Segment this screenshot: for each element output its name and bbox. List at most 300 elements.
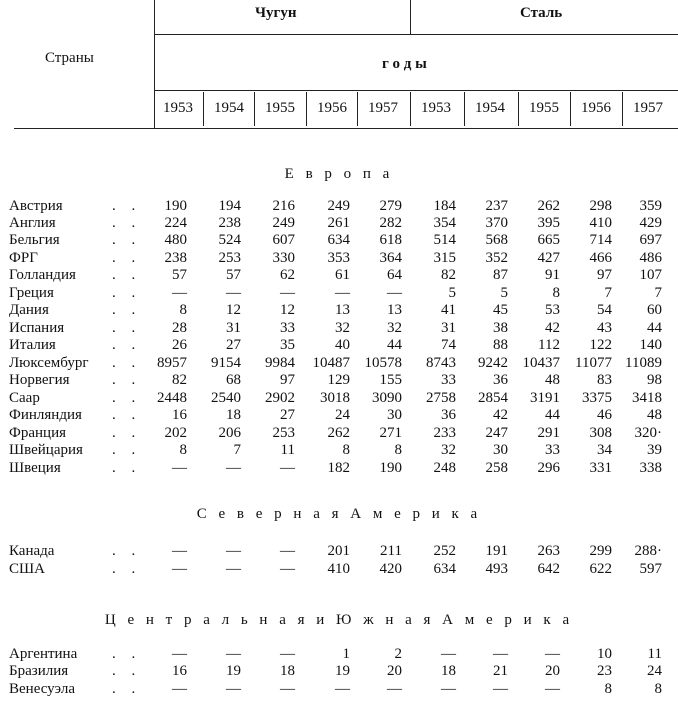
country-name: США	[9, 561, 45, 577]
value-cell: —	[280, 561, 295, 577]
value-cell: 10487	[312, 355, 350, 371]
value-cell: 7	[233, 442, 241, 458]
leader-dots: . .	[112, 663, 142, 679]
country-name: Саар	[9, 390, 40, 406]
header-steel: Сталь	[520, 5, 563, 21]
country-name: Австрия	[9, 198, 63, 214]
section-title: Ц е н т р а л ь н а я и Ю ж н а я А м е р и к а	[104, 612, 574, 628]
value-cell: 352	[485, 250, 508, 266]
value-cell: 8	[394, 442, 402, 458]
value-cell: —	[493, 681, 508, 697]
value-cell: 8	[654, 681, 662, 697]
leader-dots: . .	[112, 215, 142, 231]
value-cell: 568	[485, 232, 508, 248]
leader-dots: . .	[112, 198, 142, 214]
value-cell: 68	[226, 372, 241, 388]
table-row	[0, 681, 678, 698]
value-cell: —	[545, 681, 560, 697]
table-row	[0, 390, 678, 407]
value-cell: 237	[485, 198, 508, 214]
value-cell: 282	[379, 215, 402, 231]
value-cell: 43	[597, 320, 612, 336]
value-cell: 395	[537, 215, 560, 231]
country-name: ФРГ	[9, 250, 38, 266]
year-separator	[410, 92, 411, 126]
value-cell: —	[280, 285, 295, 301]
table-row	[0, 320, 678, 337]
value-cell: 480	[164, 232, 187, 248]
value-cell: 191	[485, 543, 508, 559]
year-header-cell: 1957	[368, 100, 398, 116]
value-cell: 5	[500, 285, 508, 301]
country-name: Швейцария	[9, 442, 83, 458]
value-cell: 21	[493, 663, 508, 679]
leader-dots: . .	[112, 337, 142, 353]
value-cell: 97	[280, 372, 295, 388]
value-cell: 48	[545, 372, 560, 388]
country-name: Норвегия	[9, 372, 70, 388]
country-name: Швеция	[9, 460, 61, 476]
value-cell: 10578	[364, 355, 402, 371]
year-header-cell: 1954	[214, 100, 244, 116]
value-cell: 238	[164, 250, 187, 266]
value-cell: 10	[597, 646, 612, 662]
value-cell: 429	[639, 215, 662, 231]
value-cell: 83	[597, 372, 612, 388]
leader-dots: . .	[112, 442, 142, 458]
value-cell: 44	[647, 320, 662, 336]
value-cell: 2540	[211, 390, 241, 406]
year-header-cell: 1956	[317, 100, 347, 116]
value-cell: 258	[485, 460, 508, 476]
table-row	[0, 646, 678, 663]
table-row	[0, 337, 678, 354]
value-cell: 28	[172, 320, 187, 336]
value-cell: 190	[164, 198, 187, 214]
value-cell: 10437	[522, 355, 560, 371]
value-cell: 211	[380, 543, 402, 559]
value-cell: —	[226, 460, 241, 476]
year-separator	[518, 92, 519, 126]
header-years: г о д ы	[382, 56, 427, 72]
value-cell: —	[226, 561, 241, 577]
value-cell: 33	[545, 442, 560, 458]
value-cell: 155	[379, 372, 402, 388]
value-cell: —	[387, 285, 402, 301]
value-cell: 44	[387, 337, 402, 353]
value-cell: 8957	[157, 355, 187, 371]
year-separator	[622, 92, 623, 126]
value-cell: 107	[639, 267, 662, 283]
value-cell: 34	[597, 442, 612, 458]
leader-dots: . .	[112, 561, 142, 577]
value-cell: —	[387, 681, 402, 697]
value-cell: 27	[226, 337, 241, 353]
value-cell: 12	[280, 302, 295, 318]
value-cell: 129	[327, 372, 350, 388]
value-cell: 32	[335, 320, 350, 336]
value-cell: 112	[538, 337, 560, 353]
value-cell: 11	[280, 442, 295, 458]
value-cell: 9984	[265, 355, 295, 371]
table-row	[0, 561, 678, 578]
value-cell: 11089	[625, 355, 662, 371]
year-header-cell: 1955	[265, 100, 295, 116]
value-cell: 253	[272, 425, 295, 441]
value-cell: 315	[433, 250, 456, 266]
value-cell: 30	[493, 442, 508, 458]
value-cell: 224	[164, 215, 187, 231]
year-separator	[357, 92, 358, 126]
header-rule-2	[154, 90, 678, 91]
value-cell: 32	[441, 442, 456, 458]
country-name: Голландия	[9, 267, 76, 283]
value-cell: 46	[597, 407, 612, 423]
value-cell: 249	[272, 215, 295, 231]
year-separator	[254, 92, 255, 126]
value-cell: —	[172, 561, 187, 577]
leader-dots: . .	[112, 681, 142, 697]
value-cell: 271	[379, 425, 402, 441]
value-cell: 238	[218, 215, 241, 231]
value-cell: —	[226, 543, 241, 559]
value-cell: 36	[493, 372, 508, 388]
value-cell: 330	[272, 250, 295, 266]
value-cell: 122	[589, 337, 612, 353]
value-cell: 31	[226, 320, 241, 336]
value-cell: —	[172, 543, 187, 559]
value-cell: 354	[433, 215, 456, 231]
value-cell: 11	[647, 646, 662, 662]
year-header-cell: 1954	[475, 100, 505, 116]
value-cell: 64	[387, 267, 402, 283]
value-cell: 12	[226, 302, 241, 318]
value-cell: 279	[379, 198, 402, 214]
value-cell: 427	[537, 250, 560, 266]
value-cell: 1	[342, 646, 350, 662]
value-cell: 261	[327, 215, 350, 231]
value-cell: 298	[589, 198, 612, 214]
value-cell: 262	[537, 198, 560, 214]
table-row	[0, 543, 678, 560]
value-cell: —	[441, 681, 456, 697]
value-cell: 16	[172, 663, 187, 679]
value-cell: 420	[379, 561, 402, 577]
value-cell: 48	[647, 407, 662, 423]
value-cell: 288·	[634, 543, 662, 559]
table-row	[0, 232, 678, 249]
value-cell: 190	[379, 460, 402, 476]
value-cell: 2854	[478, 390, 508, 406]
leader-dots: . .	[112, 355, 142, 371]
table-row	[0, 198, 678, 215]
value-cell: 618	[379, 232, 402, 248]
value-cell: 201	[327, 543, 350, 559]
value-cell: —	[441, 646, 456, 662]
value-cell: 33	[280, 320, 295, 336]
country-name: Испания	[9, 320, 65, 336]
value-cell: 8	[342, 442, 350, 458]
value-cell: 18	[226, 407, 241, 423]
year-separator	[464, 92, 465, 126]
value-cell: 74	[441, 337, 456, 353]
value-cell: 3418	[632, 390, 662, 406]
leader-dots: . .	[112, 372, 142, 388]
value-cell: —	[280, 543, 295, 559]
value-cell: 263	[537, 543, 560, 559]
value-cell: 39	[647, 442, 662, 458]
value-cell: 8	[179, 302, 187, 318]
country-name: Люксембург	[9, 355, 89, 371]
leader-dots: . .	[112, 407, 142, 423]
country-name: Аргентина	[9, 646, 78, 662]
value-cell: 24	[647, 663, 662, 679]
value-cell: 697	[639, 232, 662, 248]
year-separator	[306, 92, 307, 126]
value-cell: 634	[327, 232, 350, 248]
value-cell: —	[335, 681, 350, 697]
value-cell: 370	[485, 215, 508, 231]
country-name: Италия	[9, 337, 56, 353]
leader-dots: . .	[112, 425, 142, 441]
value-cell: 2902	[265, 390, 295, 406]
value-cell: 233	[433, 425, 456, 441]
value-cell: 16	[172, 407, 187, 423]
value-cell: 714	[589, 232, 612, 248]
value-cell: 20	[387, 663, 402, 679]
value-cell: —	[280, 646, 295, 662]
value-cell: 98	[647, 372, 662, 388]
value-cell: —	[493, 646, 508, 662]
value-cell: —	[226, 681, 241, 697]
value-cell: 19	[226, 663, 241, 679]
value-cell: 30	[387, 407, 402, 423]
country-name: Бельгия	[9, 232, 60, 248]
leader-dots: . .	[112, 543, 142, 559]
table-row	[0, 663, 678, 680]
value-cell: 91	[545, 267, 560, 283]
country-name: Канада	[9, 543, 55, 559]
country-name: Греция	[9, 285, 54, 301]
value-cell: 486	[639, 250, 662, 266]
country-name: Англия	[9, 215, 56, 231]
value-cell: 18	[280, 663, 295, 679]
value-cell: 62	[280, 267, 295, 283]
value-cell: 7	[654, 285, 662, 301]
value-cell: 262	[327, 425, 350, 441]
year-header-cell: 1953	[421, 100, 451, 116]
value-cell: 45	[493, 302, 508, 318]
value-cell: 248	[433, 460, 456, 476]
section-title: С е в е р н а я А м е р и к а	[196, 506, 482, 522]
value-cell: 140	[639, 337, 662, 353]
value-cell: 44	[545, 407, 560, 423]
value-cell: 23	[597, 663, 612, 679]
header-rule-bottom	[14, 128, 678, 129]
value-cell: 3191	[530, 390, 560, 406]
value-cell: 54	[597, 302, 612, 318]
value-cell: 8	[604, 681, 612, 697]
year-header-cell: 1957	[633, 100, 663, 116]
value-cell: 291	[537, 425, 560, 441]
value-cell: —	[280, 681, 295, 697]
value-cell: 2	[394, 646, 402, 662]
leader-dots: . .	[112, 460, 142, 476]
value-cell: 607	[272, 232, 295, 248]
value-cell: 320·	[634, 425, 662, 441]
value-cell: 61	[335, 267, 350, 283]
table-row	[0, 407, 678, 424]
value-cell: 252	[433, 543, 456, 559]
value-cell: 13	[335, 302, 350, 318]
leader-dots: . .	[112, 320, 142, 336]
value-cell: 57	[226, 267, 241, 283]
value-cell: —	[226, 646, 241, 662]
leader-dots: . .	[112, 267, 142, 283]
value-cell: 299	[589, 543, 612, 559]
value-cell: 31	[441, 320, 456, 336]
value-cell: 331	[589, 460, 612, 476]
value-cell: 665	[537, 232, 560, 248]
value-cell: 8743	[426, 355, 456, 371]
country-name: Венесуэла	[9, 681, 75, 697]
value-cell: 27	[280, 407, 295, 423]
value-cell: 5	[448, 285, 456, 301]
table-row	[0, 372, 678, 389]
value-cell: 493	[485, 561, 508, 577]
table-row	[0, 267, 678, 284]
value-cell: 57	[172, 267, 187, 283]
leader-dots: . .	[112, 302, 142, 318]
value-cell: 24	[335, 407, 350, 423]
table-row	[0, 285, 678, 302]
value-cell: 82	[172, 372, 187, 388]
value-cell: 36	[441, 407, 456, 423]
value-cell: 182	[327, 460, 350, 476]
value-cell: 18	[441, 663, 456, 679]
value-cell: 40	[335, 337, 350, 353]
value-cell: 87	[493, 267, 508, 283]
table-row	[0, 302, 678, 319]
header-pig-iron: Чугун	[255, 5, 297, 21]
year-separator	[203, 92, 204, 126]
table-row	[0, 425, 678, 442]
value-cell: 41	[441, 302, 456, 318]
value-cell: 2448	[157, 390, 187, 406]
value-cell: 296	[537, 460, 560, 476]
header-rule-1	[154, 34, 678, 35]
value-cell: 364	[379, 250, 402, 266]
value-cell: —	[226, 285, 241, 301]
value-cell: 247	[485, 425, 508, 441]
value-cell: 13	[387, 302, 402, 318]
value-cell: 82	[441, 267, 456, 283]
value-cell: 642	[537, 561, 560, 577]
value-cell: 33	[441, 372, 456, 388]
value-cell: 3375	[582, 390, 612, 406]
value-cell: 60	[647, 302, 662, 318]
value-cell: 184	[433, 198, 456, 214]
value-cell: 9242	[478, 355, 508, 371]
value-cell: 32	[387, 320, 402, 336]
value-cell: —	[172, 285, 187, 301]
value-cell: 53	[545, 302, 560, 318]
value-cell: —	[545, 646, 560, 662]
year-header-cell: 1953	[163, 100, 193, 116]
value-cell: 353	[327, 250, 350, 266]
value-cell: 202	[164, 425, 187, 441]
value-cell: 253	[218, 250, 241, 266]
table-row	[0, 442, 678, 459]
leader-dots: . .	[112, 285, 142, 301]
header-countries: Страны	[45, 50, 94, 66]
value-cell: 42	[493, 407, 508, 423]
value-cell: 359	[639, 198, 662, 214]
value-cell: 97	[597, 267, 612, 283]
value-cell: —	[172, 460, 187, 476]
leader-dots: . .	[112, 646, 142, 662]
value-cell: 514	[433, 232, 456, 248]
value-cell: —	[335, 285, 350, 301]
value-cell: 308	[589, 425, 612, 441]
table-row	[0, 355, 678, 372]
year-separator	[570, 92, 571, 126]
value-cell: 338	[639, 460, 662, 476]
value-cell: 524	[218, 232, 241, 248]
table-row	[0, 460, 678, 477]
value-cell: —	[280, 460, 295, 476]
leader-dots: . .	[112, 232, 142, 248]
value-cell: 194	[218, 198, 241, 214]
value-cell: 206	[218, 425, 241, 441]
year-header-cell: 1956	[581, 100, 611, 116]
year-header-cell: 1955	[529, 100, 559, 116]
value-cell: 38	[493, 320, 508, 336]
value-cell: 7	[604, 285, 612, 301]
value-cell: 2758	[426, 390, 456, 406]
value-cell: 88	[493, 337, 508, 353]
value-cell: 26	[172, 337, 187, 353]
value-cell: 11077	[575, 355, 612, 371]
value-cell: 19	[335, 663, 350, 679]
value-cell: 20	[545, 663, 560, 679]
value-cell: 622	[589, 561, 612, 577]
table-row	[0, 250, 678, 267]
value-cell: —	[172, 681, 187, 697]
value-cell: 634	[433, 561, 456, 577]
value-cell: 410	[589, 215, 612, 231]
value-cell: 8	[179, 442, 187, 458]
country-name: Дания	[9, 302, 49, 318]
leader-dots: . .	[112, 250, 142, 266]
header-divider-middle	[410, 0, 411, 34]
section-title: Е в р о п а	[284, 166, 394, 182]
value-cell: 3018	[320, 390, 350, 406]
value-cell: 42	[545, 320, 560, 336]
leader-dots: . .	[112, 390, 142, 406]
value-cell: 8	[552, 285, 560, 301]
table-row	[0, 215, 678, 232]
value-cell: 249	[327, 198, 350, 214]
value-cell: 410	[327, 561, 350, 577]
value-cell: 35	[280, 337, 295, 353]
country-name: Франция	[9, 425, 66, 441]
country-name: Бразилия	[9, 663, 69, 679]
value-cell: 9154	[211, 355, 241, 371]
value-cell: —	[172, 646, 187, 662]
value-cell: 3090	[372, 390, 402, 406]
value-cell: 466	[589, 250, 612, 266]
